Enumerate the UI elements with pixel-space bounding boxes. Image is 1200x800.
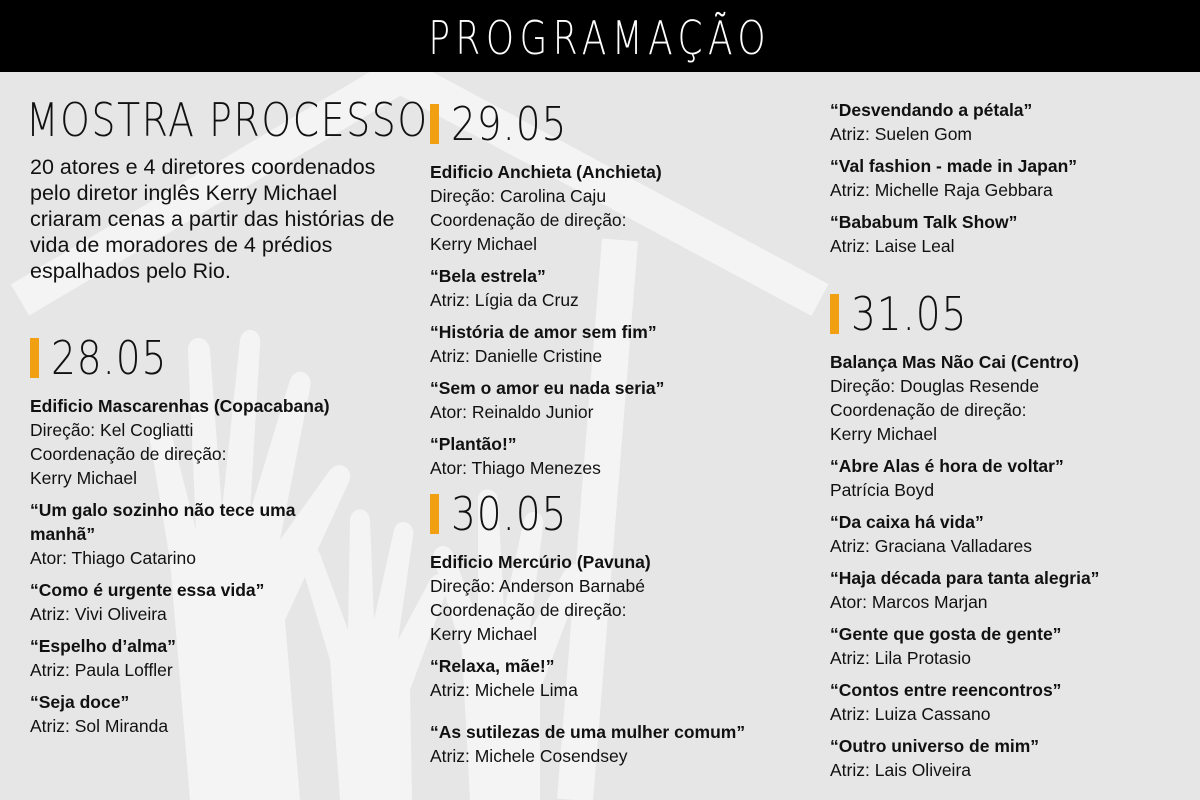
list-item bbox=[830, 622, 1200, 670]
piece-title: “Desvendando a pétala” bbox=[830, 100, 1033, 120]
list-item bbox=[830, 510, 1200, 558]
column-2 bbox=[430, 92, 810, 768]
date-label: 28.05 bbox=[51, 331, 168, 385]
piece-title: “Gente que gosta de gente” bbox=[830, 624, 1062, 644]
piece-title: “Da caixa há vida” bbox=[830, 512, 984, 532]
date-label: 31.05 bbox=[851, 287, 968, 341]
coordinator-name: Kerry Michael bbox=[830, 424, 937, 444]
list-item bbox=[430, 720, 810, 768]
coordination-label: Coordenação de direção: bbox=[30, 444, 227, 464]
list-item bbox=[430, 264, 810, 312]
piece-title: “Sem o amor eu nada seria” bbox=[430, 378, 665, 398]
piece-credit: Atriz: Vivi Oliveira bbox=[30, 604, 167, 624]
building-info bbox=[430, 160, 810, 256]
piece-credit: Atriz: Michelle Raja Gebbara bbox=[830, 180, 1053, 200]
list-item bbox=[830, 154, 1200, 202]
list-item bbox=[430, 320, 810, 368]
piece-title: “Relaxa, mãe!” bbox=[430, 656, 555, 676]
coordinator-name: Kerry Michael bbox=[30, 468, 137, 488]
piece-credit: Atriz: Lígia da Cruz bbox=[430, 290, 579, 310]
date-heading bbox=[430, 484, 810, 544]
list-item bbox=[430, 432, 810, 480]
date-heading bbox=[430, 94, 810, 154]
list-item bbox=[830, 98, 1200, 146]
piece-title: “Outro universo de mim” bbox=[830, 736, 1040, 756]
date-label: 30.05 bbox=[451, 487, 568, 541]
column-3 bbox=[830, 92, 1200, 782]
piece-credit: Atriz: Danielle Cristine bbox=[430, 346, 603, 366]
list-item bbox=[430, 376, 810, 424]
building-name: Balança Mas Não Cai (Centro) bbox=[830, 352, 1079, 372]
list-item bbox=[30, 498, 410, 570]
piece-credit: Ator: Thiago Catarino bbox=[30, 548, 197, 568]
page-title: PROGRAMAÇÃO bbox=[428, 11, 772, 65]
piece-title: “Um galo sozinho não tece uma manhã” bbox=[30, 500, 296, 544]
piece-credit: Patrícia Boyd bbox=[830, 480, 935, 500]
coordination-label: Coordenação de direção: bbox=[430, 600, 627, 620]
piece-credit: Ator: Reinaldo Junior bbox=[430, 402, 594, 422]
list-item bbox=[830, 678, 1200, 726]
piece-credit: Atriz: Luiza Cassano bbox=[830, 704, 991, 724]
direction-text: Direção: Anderson Barnabé bbox=[430, 576, 645, 596]
date-accent-bar bbox=[30, 338, 39, 378]
coordination-label: Coordenação de direção: bbox=[430, 210, 627, 230]
piece-credit: Atriz: Michele Cosendsey bbox=[430, 746, 628, 766]
list-item bbox=[830, 566, 1200, 614]
date-accent-bar bbox=[430, 494, 439, 534]
section-title: MOSTRA PROCESSO bbox=[26, 93, 429, 147]
piece-title: “História de amor sem fim” bbox=[430, 322, 657, 342]
piece-title: “Val fashion - made in Japan” bbox=[830, 156, 1078, 176]
list-item bbox=[30, 690, 410, 738]
piece-credit: Atriz: Graciana Valladares bbox=[830, 536, 1032, 556]
building-name: Edificio Mascarenhas (Copacabana) bbox=[30, 396, 330, 416]
piece-title: “Bela estrela” bbox=[430, 266, 546, 286]
piece-credit: Atriz: Paula Loffler bbox=[30, 660, 173, 680]
piece-credit: Atriz: Lila Protasio bbox=[830, 648, 972, 668]
piece-title: “Haja década para tanta alegria” bbox=[830, 568, 1100, 588]
piece-credit: Ator: Marcos Marjan bbox=[830, 592, 988, 612]
day-block-30-05 bbox=[430, 484, 810, 768]
building-info bbox=[830, 350, 1200, 446]
piece-title: “Seja doce” bbox=[30, 692, 130, 712]
date-accent-bar bbox=[430, 104, 439, 144]
piece-title: “Contos entre reencontros” bbox=[830, 680, 1062, 700]
column-1 bbox=[26, 92, 429, 738]
date-heading bbox=[30, 328, 410, 388]
piece-credit: Atriz: Michele Lima bbox=[430, 680, 578, 700]
piece-credit: Atriz: Laise Leal bbox=[830, 236, 955, 256]
list-item bbox=[830, 734, 1200, 782]
piece-title: “Espelho d’alma” bbox=[30, 636, 176, 656]
day-block-28-05 bbox=[30, 328, 410, 738]
building-name: Edificio Mercúrio (Pavuna) bbox=[430, 552, 651, 572]
coordination-label: Coordenação de direção: bbox=[830, 400, 1027, 420]
building-info bbox=[430, 550, 810, 646]
direction-text: Direção: Douglas Resende bbox=[830, 376, 1040, 396]
date-label: 29.05 bbox=[451, 97, 568, 151]
list-item bbox=[30, 634, 410, 682]
list-item bbox=[30, 578, 410, 626]
building-info bbox=[30, 394, 410, 490]
piece-title: “Como é urgente essa vida” bbox=[30, 580, 265, 600]
direction-text: Direção: Carolina Caju bbox=[430, 186, 607, 206]
piece-credit: Atriz: Lais Oliveira bbox=[830, 760, 972, 780]
header-bar bbox=[0, 0, 1200, 72]
coordinator-name: Kerry Michael bbox=[430, 234, 537, 254]
list-item bbox=[430, 654, 810, 702]
date-accent-bar bbox=[830, 294, 839, 334]
piece-credit: Ator: Thiago Menezes bbox=[430, 458, 601, 478]
piece-title: “Bababum Talk Show” bbox=[830, 212, 1018, 232]
day-block-31-05 bbox=[830, 284, 1200, 782]
piece-credit: Atriz: Suelen Gom bbox=[830, 124, 972, 144]
piece-title: “As sutilezas de uma mulher comum” bbox=[430, 722, 746, 742]
list-item bbox=[830, 210, 1200, 258]
building-name: Edificio Anchieta (Anchieta) bbox=[430, 162, 662, 182]
coordinator-name: Kerry Michael bbox=[430, 624, 537, 644]
list-item bbox=[830, 454, 1200, 502]
piece-credit: Atriz: Sol Miranda bbox=[30, 716, 169, 736]
date-heading bbox=[830, 284, 1200, 344]
day-block-29-05 bbox=[430, 94, 810, 480]
piece-title: “Plantão!” bbox=[430, 434, 517, 454]
direction-text: Direção: Kel Cogliatti bbox=[30, 420, 194, 440]
intro-text: 20 atores e 4 diretores coordenados pelo diretor inglês Kerry Michael criaram cenas a partir das histórias de vida de moradores de 4 prédios espalhados pelo Rio. bbox=[30, 155, 395, 283]
piece-title: “Abre Alas é hora de voltar” bbox=[830, 456, 1064, 476]
